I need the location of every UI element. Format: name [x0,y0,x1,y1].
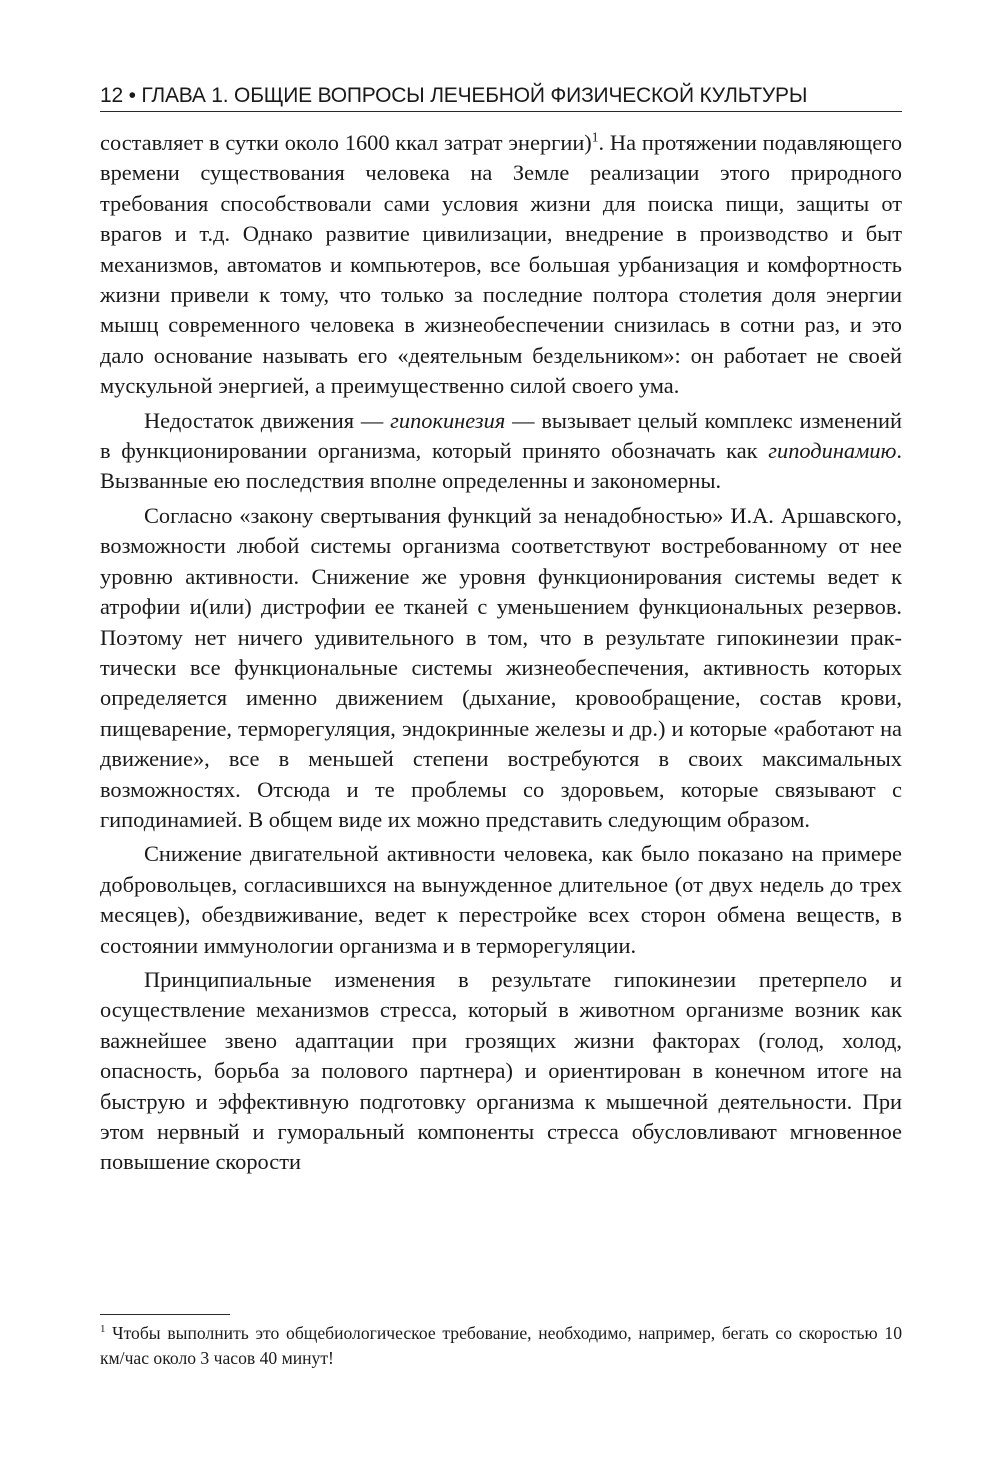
footnote-reference: 1 [591,129,599,145]
paragraph-4: Снижение двигательной активности человека, как было показано на примере добровольцев, согласившихся на вынужденное длительное (от двух недель до трех месяцев), обездвиживание, ведет к перестройке всех сторон обмена веществ, в состоянии иммунологии организма и в терморегуляции. [100,841,902,958]
footnote [100,1321,902,1371]
header-divider [100,111,902,112]
footnote-mark: 1 [100,1323,106,1336]
paragraph-2-part-3: . Вызванные ею последствия вполне определенны и закономерны. [100,438,902,494]
paragraph-5: Принципиальные изменения в результате гипокинезии претерпело и осуществление механизмов стресса, который в животном организме возник как важнейшее звено адаптации при грозящих жизни факторах (голод, холод, опасность, борьба за полового партнера) и ориентирован в конечном итоге на быструю и эффективную подготовку организма к мышечной деятельности. При этом нервный и гуморальный компоненты стресса обусловливают мгновенное повышение скорости [100,966,902,1175]
term-hypodynamia: гиподинамию [768,438,897,464]
footnote-text: Чтобы выполнить это общебиологическое требование, необходимо, например, бегать со скоростью 10 км/час около 3 часов 40 минут! [100,1323,902,1368]
footnote-divider [100,1314,230,1315]
paragraph-1-start: составляет в сутки около 1600 ккал затрат энергии) [100,130,592,155]
term-hypokinesia: гипокинезия [390,407,506,433]
paragraph-2-part-2: — вызывает целый комплекс изменений в функционировании организма, который принято обозначать как [100,407,902,464]
paragraph-2-part-1: Недостаток движения — [144,407,391,433]
body-text [100,128,902,1178]
paragraph-3: Согласно «закону свертывания функций за ненадобностью» И.А. Аршавского, возможности любой системы организма соответствуют востребованному от нее уровню активности. Снижение же уровня функционирования системы ведет к атрофии и(или) дистрофии ее тканей с уменьшением функциональных резервов. Поэтому нет ничего удивительного в том, что в результате гипокинезии практически все функциональные системы жизнеобеспечения, активность которых определяется именно движением (дыхание, кровообращение, состав крови, пищеварение, терморегуляция, эндокринные железы и др.) и которые «работают на движение», все в меньшей степени востребуются в своих максимальных возможностях. Отсюда и те проблемы со здоровьем, которые связывают с гиподинамией. В общем виде их можно представить следующим образом. [100,502,902,832]
paragraph-2 [100,406,902,497]
paragraph-1 [100,128,902,402]
paragraph-1-rest: . На протяжении подавляющего времени существования человека на Земле реализации этого природного требования способствовали сами условия жизни для поиска пищи, защиты от врагов и т.д. Однако развитие цивилизации, внедрение в производство и быт механизмов, автоматов и компьютеров, все большая урбанизация и комфортность жизни привели к тому, что только за последние полтора столетия доля энергии мышц современного человека в жизнеобеспечении снизилась в сотни раз, и это дало основание называть его «деятельным бездельником»: он работает не своей мускульной энергией, а преимущественно силой своего ума. [100,130,903,399]
running-header: 12 • ГЛАВА 1. ОБЩИЕ ВОПРОСЫ ЛЕЧЕБНОЙ ФИЗИЧЕСКОЙ КУЛЬТУРЫ [100,84,808,107]
